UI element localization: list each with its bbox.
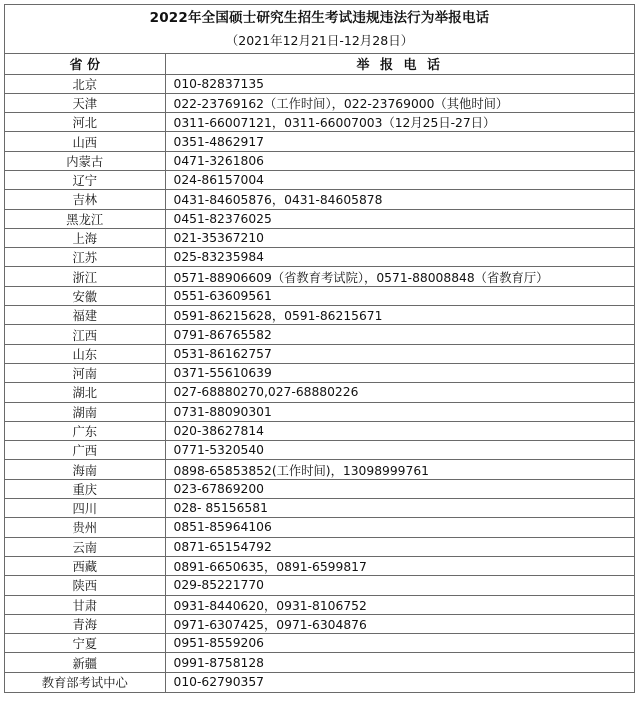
table-row [5,537,634,556]
table-row [5,518,634,537]
province-cell: 重庆 [5,479,165,498]
phone-cell: 0371-55610639 [165,363,634,382]
phone-column-header: 举 报 电 话 [165,54,634,74]
phone-cell: 0471-3261806 [165,151,634,170]
table-row [5,151,634,170]
province-cell: 吉林 [5,190,165,209]
phone-cell: 021-35367210 [165,228,634,247]
table-row [5,634,634,653]
table-row [5,209,634,228]
table-row [5,383,634,402]
province-cell: 内蒙古 [5,151,165,170]
phone-cell: 0871-65154792 [165,537,634,556]
province-cell: 贵州 [5,518,165,537]
table-row [5,344,634,363]
province-cell: 江西 [5,325,165,344]
table-row [5,402,634,421]
phone-cell: 0851-85964106 [165,518,634,537]
table-row [5,93,634,112]
phone-cell: 0311-66007121，0311-66007003（12月25日-27日） [165,113,634,132]
province-cell: 陕西 [5,576,165,595]
document-title: 2022年全国硕士研究生招生考试违规违法行为举报电话 [149,10,490,26]
province-cell: 湖南 [5,402,165,421]
table-row [5,170,634,189]
phone-cell: 0898-65853852(工作时间)，13098999761 [165,460,634,479]
phone-cell: 023-67869200 [165,479,634,498]
province-cell: 宁夏 [5,634,165,653]
table-row [5,325,634,344]
phone-cell: 029-85221770 [165,576,634,595]
phone-cell: 0591-86215628，0591-86215671 [165,306,634,325]
table-row [5,556,634,575]
phone-cell: 0771-5320540 [165,441,634,460]
province-cell: 甘肃 [5,595,165,614]
phone-cell: 0931-8440620，0931-8106752 [165,595,634,614]
table-row [5,576,634,595]
province-cell: 山西 [5,132,165,151]
province-cell: 海南 [5,460,165,479]
province-cell: 青海 [5,614,165,633]
table-row [5,614,634,633]
phone-cell: 0451-82376025 [165,209,634,228]
province-cell: 广西 [5,441,165,460]
province-cell: 浙江 [5,267,165,286]
province-cell: 福建 [5,306,165,325]
phone-cell: 022-23769162（工作时间），022-23769000（其他时间） [165,93,634,112]
table-row [5,190,634,209]
phone-cell: 0791-86765582 [165,325,634,344]
province-cell: 河北 [5,113,165,132]
table-row [5,595,634,614]
province-column-header: 省 份 [5,54,165,74]
phone-cell: 0551-63609561 [165,286,634,305]
table-row [5,74,634,93]
province-cell: 四川 [5,499,165,518]
province-cell: 辽宁 [5,170,165,189]
phone-cell: 025-83235984 [165,248,634,267]
province-cell: 黑龙江 [5,209,165,228]
report-phone-sheet [4,4,635,693]
table-row [5,248,634,267]
province-cell: 西藏 [5,556,165,575]
phone-cell: 024-86157004 [165,170,634,189]
phone-cell: 010-82837135 [165,74,634,93]
phone-cell: 010-62790357 [173,675,264,690]
phone-cell: 0531-86162757 [165,344,634,363]
province-cell: 教育部考试中心 [5,672,165,691]
province-cell: 上海 [5,228,165,247]
table-row [5,286,634,305]
province-cell: 天津 [5,93,165,112]
phone-cell: 0991-8758128 [165,653,634,672]
phone-table [5,54,634,692]
table-row [5,267,634,286]
phone-cell: 0351-4862917 [165,132,634,151]
table-row [5,460,634,479]
phone-cell: 0891-6650635，0891-6599817 [165,556,634,575]
province-cell: 湖北 [5,383,165,402]
table-row [5,306,634,325]
table-row [5,228,634,247]
date-range-subtitle: （2021年12月21日-12月28日） [5,31,634,54]
phone-cell: 028- 85156581 [165,499,634,518]
table-row [5,132,634,151]
province-cell: 广东 [5,421,165,440]
table-row [5,441,634,460]
province-cell: 山东 [5,344,165,363]
phone-cell: 0971-6307425，0971-6304876 [165,614,634,633]
province-cell: 江苏 [5,248,165,267]
phone-cell: 0571-88906609（省教育考试院），0571-88008848（省教育厅） [165,267,634,286]
table-row [5,113,634,132]
table-row [5,363,634,382]
table-row [5,672,634,691]
phone-cell: 0731-88090301 [165,402,634,421]
province-cell: 云南 [5,537,165,556]
table-row [5,421,634,440]
table-header-row [5,54,634,74]
province-cell: 北京 [5,74,165,93]
province-cell: 河南 [5,363,165,382]
province-cell: 安徽 [5,286,165,305]
table-row [5,499,634,518]
phone-cell: 020-38627814 [165,421,634,440]
phone-cell: 027-68880270,027-68880226 [165,383,634,402]
phone-cell: 0431-84605876，0431-84605878 [165,190,634,209]
table-row [5,653,634,672]
phone-cell: 0951-8559206 [165,634,634,653]
table-row [5,479,634,498]
province-cell: 新疆 [5,653,165,672]
